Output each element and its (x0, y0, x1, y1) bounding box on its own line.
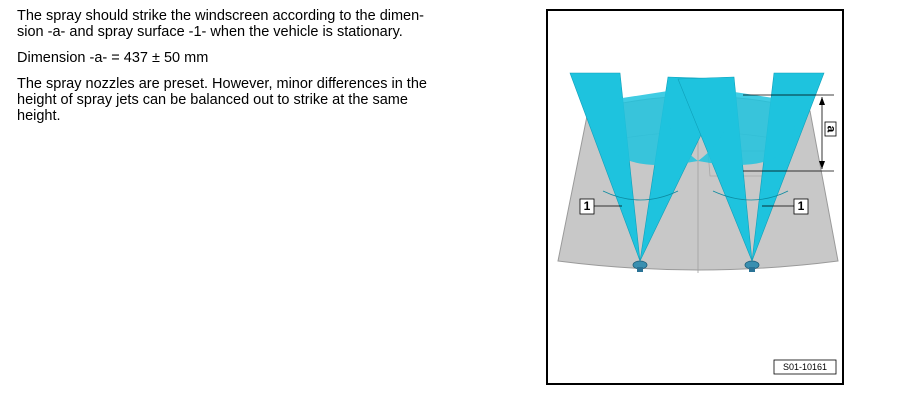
paragraph-line: The spray should strike the windscreen according to the dimen- (17, 8, 425, 24)
paragraph-spray-target (17, 8, 527, 40)
spray-diagram (548, 11, 842, 383)
dimension-label: a (824, 125, 839, 133)
paragraph-line: height. (17, 108, 61, 124)
nozzle-right-icon (745, 261, 759, 272)
dimension-arrow-up (819, 97, 825, 105)
callout-label-right: 1 (797, 199, 805, 214)
dimension-spec: Dimension -a- = 437 ± 50 mm (17, 50, 209, 66)
instruction-text (17, 8, 527, 134)
paragraph-dimension (17, 50, 527, 66)
callout-label-left: 1 (583, 199, 591, 214)
nozzle-left-icon (633, 261, 647, 272)
paragraph-line: The spray nozzles are preset. However, minor differences in the (17, 76, 427, 92)
spray-diagram-figure (546, 9, 844, 385)
paragraph-nozzles (17, 76, 527, 124)
paragraph-line: sion -a- and spray surface -1- when the vehicle is stationary. (17, 24, 403, 40)
figure-id: S01-10161 (782, 361, 828, 372)
paragraph-line: height of spray jets can be balanced out to strike at the same (17, 92, 408, 108)
